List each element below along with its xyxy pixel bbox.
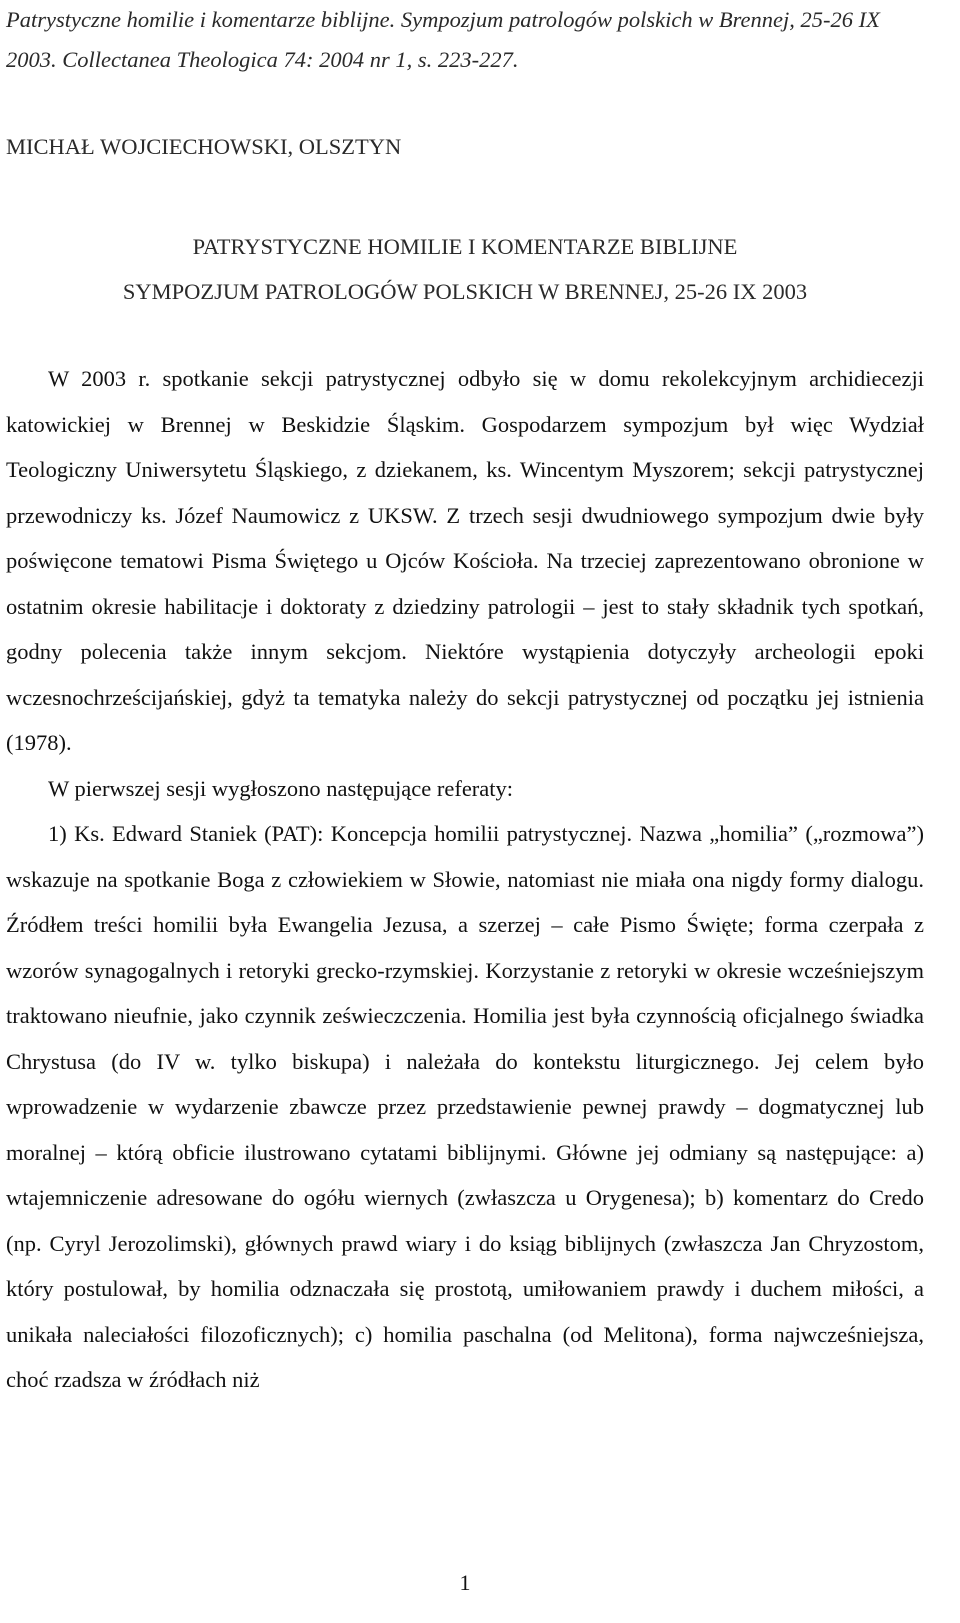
title-line-1: PATRYSTYCZNE HOMILIE I KOMENTARZE BIBLIJNE [192,234,738,259]
author-line: MICHAŁ WOJCIECHOWSKI, OLSZTYN [6,134,402,159]
paragraph-session-intro: W pierwszej sesji wygłoszono następujące referaty: [48,775,514,801]
paragraph-intro: W 2003 r. spotkanie sekcji patrystycznej odbyło się w domu rekolekcyjnym archidiecezji katowickiej w Brennej w Beskidzie Śląskim. Gospodarzem sympozjum był więc Wydział Teologiczny Uniwersytetu Śląskiego, z dziekanem, ks. Wincentym Myszorem; sekcji patrystycznej przewodniczy ks. Józef Naumowicz z UKSW. Z trzech sesji dwudniowego sympozjum dwie były poświęcone tematowi Pisma Świętego u Ojców Kościoła. Na trzeciej zaprezentowano obronione w ostatnim okresie habilitacje i doktoraty z dziedziny patrologii – jest to stały składnik tych spotkań, godny polecenia także innym sekcjom. Niektóre wystąpienia dotyczyły archeologii epoki wczesnochrześcijańskiej, gdyż ta tematyka należy do sekcji patrystycznej od początku jej istnienia (1978). [6,366,924,755]
page-number: 1 [459,1570,471,1595]
article-title [6,224,924,314]
paragraph-referat-1: 1) Ks. Edward Staniek (PAT): Koncepcja homilii patrystycznej. Nazwa „homilia” („rozmowa”) wskazuje na spotkanie Boga z człowiekiem w Słowie, natomiast nie miała ona nigdy formy dialogu. Źródłem treści homilii była Ewangelia Jezusa, a szerzej – całe Pismo Święte; forma czerpała z wzorów synagogalnych i retoryki grecko-rzymskiej. Korzystanie z retoryki w okresie wcześniejszym traktowano nieufnie, jako czynnik ześwieczczenia. Homilia jest była czynnością oficjalnego świadka Chrystusa (do IV w. tylko biskupa) i należała do kontekstu liturgicznego. Jej celem było wprowadzenie w wydarzenie zbawcze przez przedstawienie pewnej prawdy – dogmatycznej lub moralnej – którą obficie ilustrowano cytatami biblijnymi. Główne jej odmiany są następujące: a) wtajemniczenie adresowane do ogółu wiernych (zwłaszcza u Orygenesa); b) komentarz do Credo (np. Cyryl Jerozolimski), głównych prawd wiary i do ksiąg biblijnych (zwłaszcza Jan Chryzostom, który postulował, by homilia odznaczała się prostotą, umiłowaniem prawdy i duchem miłości, a unikała naleciałości filozoficznych); c) homilia paschalna (od Melitona), forma najwcześniejsza, choć rzadsza w źródłach niż [6,821,924,1392]
body-text [6,356,924,1403]
title-line-2: SYMPOZJUM PATROLOGÓW POLSKICH W BRENNEJ, 25-26 IX 2003 [122,279,808,304]
citation-header: Patrystyczne homilie i komentarze biblijne. Sympozjum patrologów polskich w Brennej, 25-26 IX 2003. Collectanea Theologica 74: 2004 nr 1, s. 223-227. [6,7,880,72]
